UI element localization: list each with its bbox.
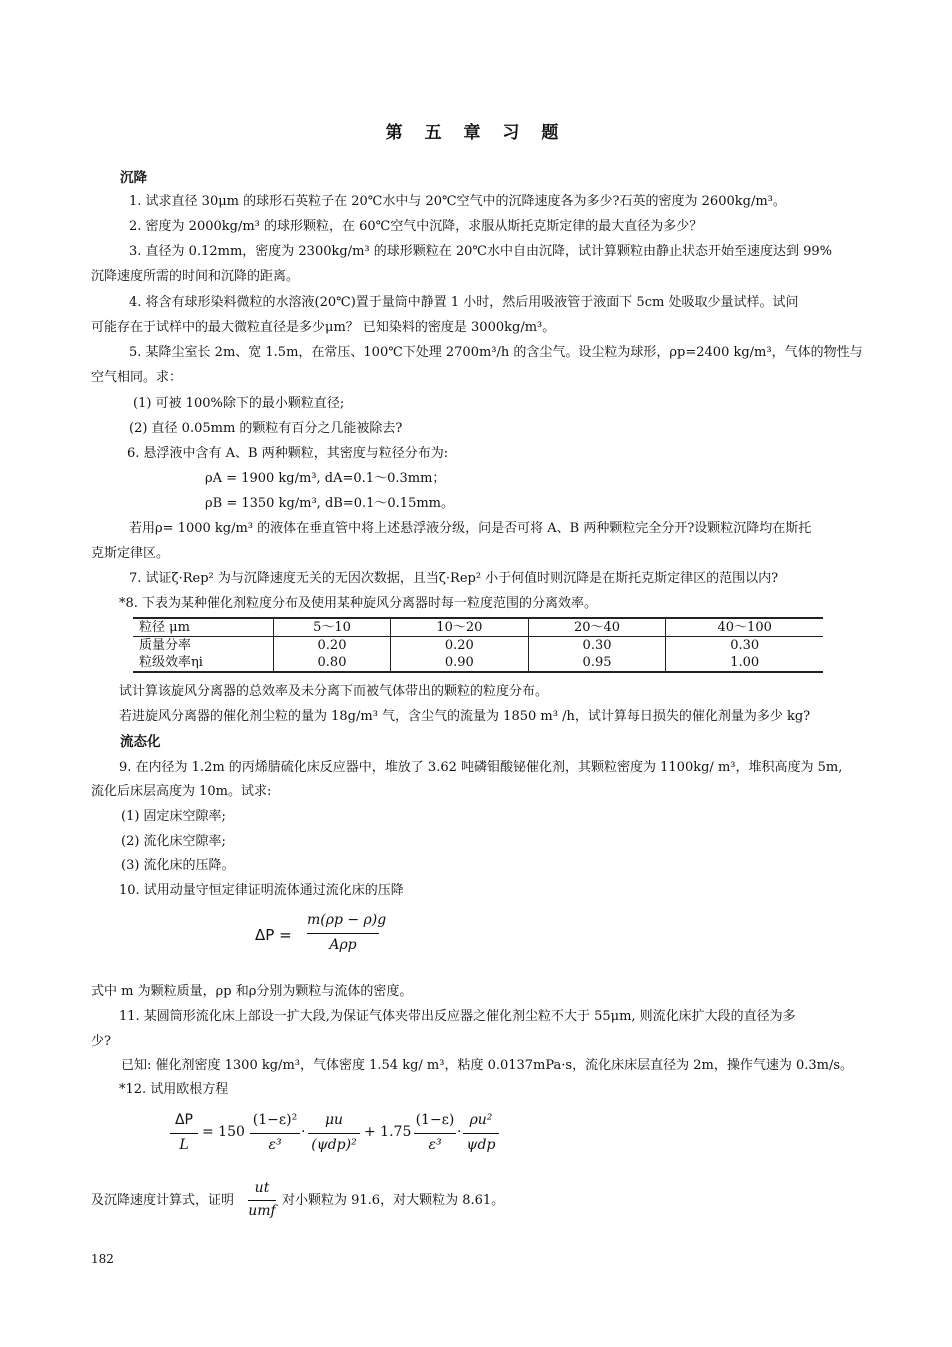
ergun-f1-den: ε³ bbox=[268, 1137, 282, 1153]
ergun-f1-num: (1−ε)² bbox=[252, 1112, 298, 1128]
table-cell: 5～10 bbox=[274, 618, 391, 637]
problem-7: 7. 试证ζ·Rep² 为与沉降速度无关的无因次数据，且当ζ·Rep² 小于何值时则沉降是在斯托克斯定律区的范围以内? bbox=[129, 571, 779, 586]
problem-5: 5. 某降尘室长 2m、宽 1.5m，在常压、100℃下处理 2700m³/h 的含尘气。设尘粒为球形，ρp=2400 kg/m³，气体的物性与 bbox=[129, 345, 863, 360]
ergun-coefficient-175: + 1.75 bbox=[364, 1124, 412, 1140]
problem-9-q1: (1) 固定床空隙率; bbox=[121, 809, 226, 824]
table-row bbox=[133, 618, 823, 637]
fraction-bar bbox=[307, 933, 379, 934]
table-cell: 0.80 bbox=[274, 654, 391, 672]
problem-12: *12. 试用欧根方程 bbox=[119, 1082, 229, 1097]
table-cell: 0.90 bbox=[391, 654, 529, 672]
table-cell: 10～20 bbox=[391, 618, 529, 637]
dot-operator: · bbox=[457, 1124, 462, 1140]
chapter-title: 第 五 章 习 题 bbox=[385, 123, 567, 143]
problem-5-q2: (2) 直径 0.05mm 的颗粒有百分之几能被除去? bbox=[129, 421, 403, 436]
efficiency-table bbox=[133, 617, 823, 673]
ergun-coefficient-150: = 150 bbox=[202, 1124, 245, 1140]
problem-8-q2: 若进旋风分离器的催化剂尘粒的量为 18g/m³ 气，含尘气的流量为 1850 m³ /h，试计算每日损失的催化剂量为多少 kg? bbox=[119, 709, 811, 724]
problem-11: 11. 某圆筒形流化床上部设一扩大段,为保证气体夹带出反应器之催化剂尘粒不大于 55μm, 则流化床扩大段的直径为多 bbox=[119, 1009, 796, 1024]
ergun-lhs-den: L bbox=[179, 1137, 189, 1153]
fraction-bar bbox=[414, 1133, 456, 1134]
equation-denominator: Aρp bbox=[329, 937, 357, 953]
table-cell: 20～40 bbox=[528, 618, 666, 637]
fraction-bar bbox=[308, 1133, 360, 1134]
problem-6: 6. 悬浮液中含有 A、B 两种颗粒，其密度与粒径分布为: bbox=[127, 446, 449, 461]
problem-1: 1. 试求直径 30μm 的球形石英粒子在 20℃水中与 20℃空气中的沉降速度各为多少?石英的密度为 2600kg/m³。 bbox=[129, 194, 786, 209]
table-cell: 0.30 bbox=[528, 637, 666, 655]
problem-11-given: 已知: 催化剂密度 1300 kg/m³，气体密度 1.54 kg/ m³，粘度 0.0137mPa·s，流化床床层直径为 2m，操作气速为 0.3m/s。 bbox=[121, 1058, 854, 1073]
problem-3: 3. 直径为 0.12mm，密度为 2300kg/m³ 的球形颗粒在 20℃水中自由沉降，试计算颗粒由静止状态开始至速度达到 99% bbox=[129, 244, 832, 259]
page-number: 182 bbox=[91, 1252, 114, 1266]
ergun-f2-num: μu bbox=[324, 1112, 344, 1128]
problem-8-q1: 试计算该旋风分离器的总效率及未分离下而被气体带出的颗粒的粒度分布。 bbox=[119, 684, 549, 699]
problem-12-cont: 及沉降速度计算式，证明 bbox=[91, 1193, 235, 1208]
problem-12-result: 对小颗粒为 91.6，对大颗粒为 8.61。 bbox=[282, 1193, 505, 1208]
ergun-equation bbox=[170, 1112, 496, 1164]
problem-6-density-a: ρA = 1900 kg/m³, dA=0.1～0.3mm； bbox=[205, 471, 446, 486]
problem-11-cont: 少? bbox=[91, 1034, 111, 1049]
problem-4: 4. 将含有球形染料微粒的水溶液(20℃)置于量筒中静置 1 小时，然后用吸液管于液面下 5cm 处吸取少量试样。试问 bbox=[129, 295, 799, 310]
section-heading-sedimentation: 沉降 bbox=[120, 170, 147, 186]
dot-operator: · bbox=[301, 1124, 306, 1140]
table-cell: 粒级效率ηi bbox=[133, 654, 274, 672]
pressure-drop-equation bbox=[255, 912, 435, 962]
table-cell: 0.30 bbox=[666, 637, 823, 655]
table-cell: 0.20 bbox=[274, 637, 391, 655]
ergun-f3-num: (1−ε) bbox=[415, 1112, 455, 1128]
problem-4-cont: 可能存在于试样中的最大微粒直径是多少μm？ 已知染料的密度是 3000kg/m³。 bbox=[91, 320, 556, 335]
problem-3-cont: 沉降速度所需的时间和沉降的距离。 bbox=[91, 269, 300, 284]
velocity-ratio bbox=[246, 1180, 278, 1224]
table-cell: 0.20 bbox=[391, 637, 529, 655]
problem-6-question: 若用ρ= 1000 kg/m³ 的液体在垂直管中将上述悬浮液分级，问是否可将 A、B 两种颗粒完全分开?设颗粒沉降均在斯托 bbox=[129, 521, 812, 536]
problem-9: 9. 在内径为 1.2m 的丙烯腈硫化床反应器中，堆放了 3.62 吨磷钼酸铋催化剂，其颗粒密度为 1100kg/ m³，堆积高度为 5m, bbox=[119, 760, 843, 775]
problem-6-cont: 克斯定律区。 bbox=[91, 546, 170, 561]
problem-9-q2: (2) 流化床空隙率; bbox=[121, 834, 226, 849]
table-cell: 粒径 μm bbox=[133, 618, 274, 637]
table-cell: 质量分率 bbox=[139, 638, 192, 653]
problem-6-density-b: ρB = 1350 kg/m³, dB=0.1～0.15mm。 bbox=[205, 496, 454, 511]
problem-5-cont: 空气相同。求： bbox=[91, 370, 183, 385]
table-row bbox=[133, 654, 823, 672]
fraction-bar bbox=[248, 1200, 276, 1201]
problem-10-note: 式中 m 为颗粒质量，ρp 和ρ分别为颗粒与流体的密度。 bbox=[91, 984, 413, 999]
problem-10: 10. 试用动量守恒定律证明流体通过流化床的压降 bbox=[119, 883, 404, 898]
table-row bbox=[133, 637, 823, 655]
table-cell: 0.95 bbox=[528, 654, 666, 672]
fraction-bar bbox=[250, 1133, 300, 1134]
ratio-denominator: umf bbox=[248, 1203, 276, 1219]
problem-2: 2. 密度为 2000kg/m³ 的球形颗粒，在 60℃空气中沉降，求服从斯托克斯定律的最大直径为多少？ bbox=[129, 219, 703, 234]
problem-9-q3: (3) 流化床的压降。 bbox=[121, 858, 235, 873]
fraction-bar bbox=[170, 1133, 198, 1134]
ergun-lhs-num: ΔP bbox=[174, 1112, 194, 1128]
ergun-f4-num: ρu² bbox=[469, 1112, 493, 1128]
ergun-f3-den: ε³ bbox=[428, 1137, 442, 1153]
section-heading-fluidization: 流态化 bbox=[120, 734, 161, 750]
table-cell: 40～100 bbox=[666, 618, 823, 637]
problem-8: *8. 下表为某种催化剂粒度分布及使用某种旋风分离器时每一粒度范围的分离效率。 bbox=[119, 596, 598, 611]
ergun-f4-den: ψdp bbox=[466, 1137, 496, 1153]
problem-9-cont: 流化后床层高度为 10m。试求: bbox=[91, 784, 272, 799]
ergun-f2-den: (ψdp)² bbox=[311, 1137, 357, 1153]
equation-lhs: ΔP = bbox=[255, 926, 292, 944]
table-cell: 1.00 bbox=[666, 654, 823, 672]
fraction-bar bbox=[463, 1133, 499, 1134]
equation-numerator: m(ρp − ρ)g bbox=[307, 912, 387, 928]
ratio-numerator: ut bbox=[254, 1180, 270, 1196]
problem-5-q1: (1) 可被 100%除下的最小颗粒直径; bbox=[133, 396, 345, 411]
